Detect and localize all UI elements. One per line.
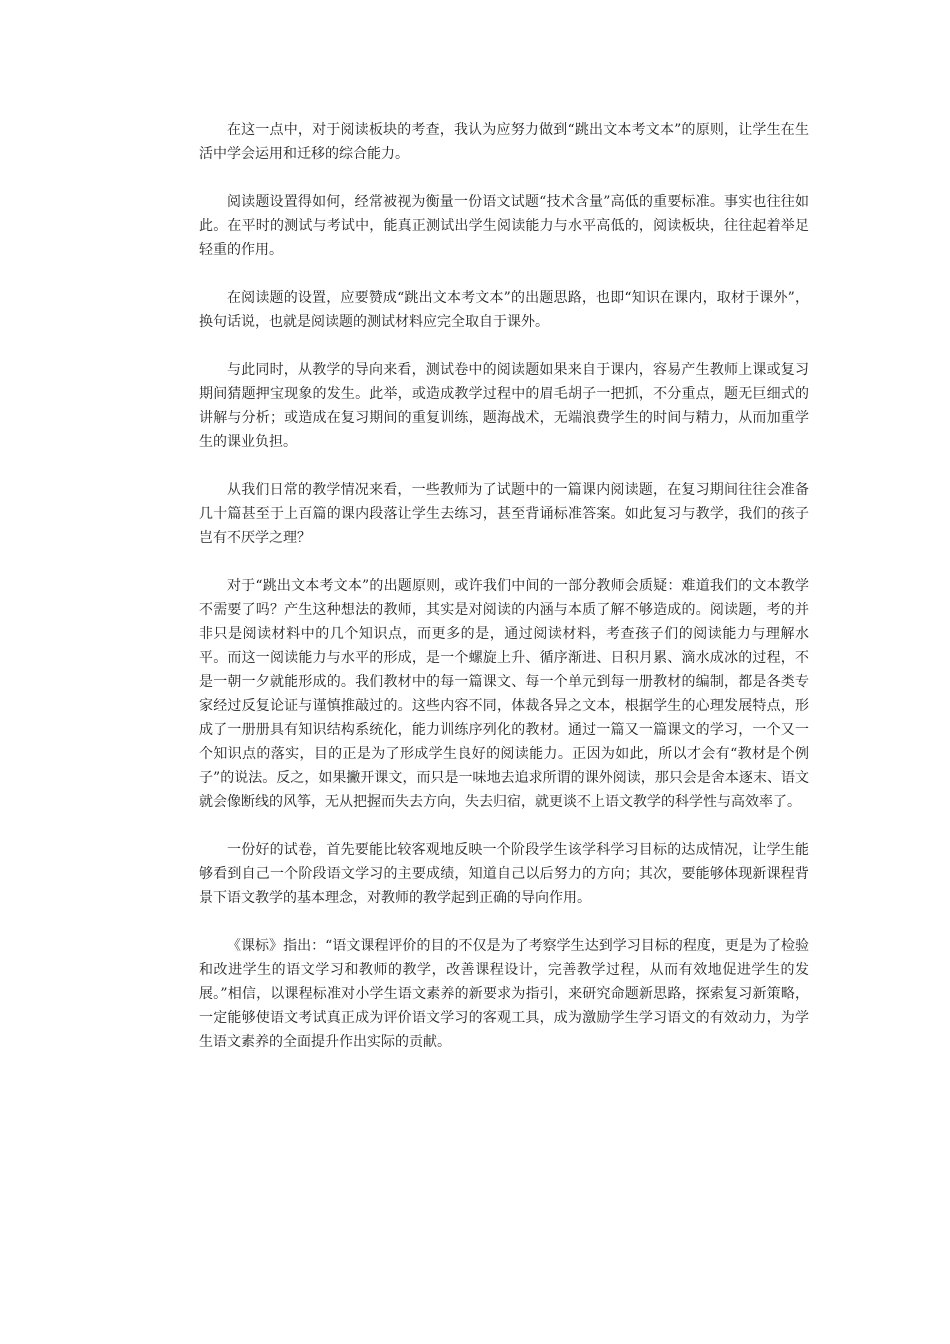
paragraph-2: 阅读题设置得如何，经常被视为衡量一份语文试题“技术含量”高低的重要标准。事实也往往如此。在平时的测试与考试中，能真正测试出学生阅读能力与水平高低的，阅读板块，往往起着举足轻重的作用。 (199, 194, 809, 258)
paragraph-7: 一份好的试卷，首先要能比较客观地反映一个阶段学生该学科学习目标的达成情况，让学生能够看到自己一个阶段语文学习的主要成绩，知道自己以后努力的方向；其次，要能够体现新课程背景下语文教学的基本理念，对教师的教学起到正确的导向作用。 (199, 842, 809, 906)
paragraph-8: 《课标》指出：“语文课程评价的目的不仅是为了考察学生达到学习目标的程度，更是为了检验和改进学生的语文学习和教师的教学，改善课程设计，完善教学过程，从而有效地促进学生的发展。”相信，以课程标准对小学生语文素养的新要求为指引，来研究命题新思路，探索复习新策略，一定能够使语文考试真正成为评价语文学习的客观工具，成为激励学生学习语文的有效动力，为学生语文素养的全面提升作出实际的贡献。 (199, 938, 809, 1050)
paragraph-6: 对于“跳出文本考文本”的出题原则，或许我们中间的一部分教师会质疑：难道我们的文本教学不需要了吗？产生这种想法的教师，其实是对阅读的内涵与本质了解不够造成的。阅读题，考的并非只是阅读材料中的几个知识点，而更多的是，通过阅读材料，考查孩子们的阅读能力与理解水平。而这一阅读能力与水平的形成，是一个螺旋上升、循序渐进、日积月累、滴水成冰的过程，不是一朝一夕就能形成的。我们教材中的每一篇课文、每一个单元到每一册教材的编制，都是各类专家经过反复论证与谨慎推敲过的。这些内容不同，体裁各异之文本，根据学生的心理发展特点，形成了一册册具有知识结构系统化，能力训练序列化的教材。通过一篇又一篇课文的学习，一个又一个知识点的落实，目的正是为了形成学生良好的阅读能力。正因为如此，所以才会有“教材是个例子”的说法。反之，如果撇开课文，而只是一味地去追求所谓的课外阅读，那只会是舍本逐末、语文就会像断线的风筝，无从把握而失去方向，失去归宿，就更谈不上语文教学的科学性与高效率了。 (199, 578, 809, 810)
document-body (199, 118, 809, 1054)
paragraph-1: 在这一点中，对于阅读板块的考查，我认为应努力做到“跳出文本考文本”的原则，让学生在生活中学会运用和迁移的综合能力。 (199, 122, 809, 162)
paragraph-4: 与此同时，从教学的导向来看，测试卷中的阅读题如果来自于课内，容易产生教师上课或复习期间猜题押宝现象的发生。此举，或造成教学过程中的眉毛胡子一把抓，不分重点，题无巨细式的讲解与分析；或造成在复习期间的重复训练，题海战术，无端浪费学生的时间与精力，从而加重学生的课业负担。 (199, 362, 809, 450)
paragraph-5: 从我们日常的教学情况来看，一些教师为了试题中的一篇课内阅读题，在复习期间往往会准备几十篇甚至于上百篇的课内段落让学生去练习，甚至背诵标准答案。如此复习与教学，我们的孩子岂有不厌学之理？ (199, 482, 809, 546)
paragraph-3: 在阅读题的设置，应要赞成“跳出文本考文本”的出题思路，也即“知识在课内，取材于课外”，换句话说，也就是阅读题的测试材料应完全取自于课外。 (199, 290, 809, 330)
